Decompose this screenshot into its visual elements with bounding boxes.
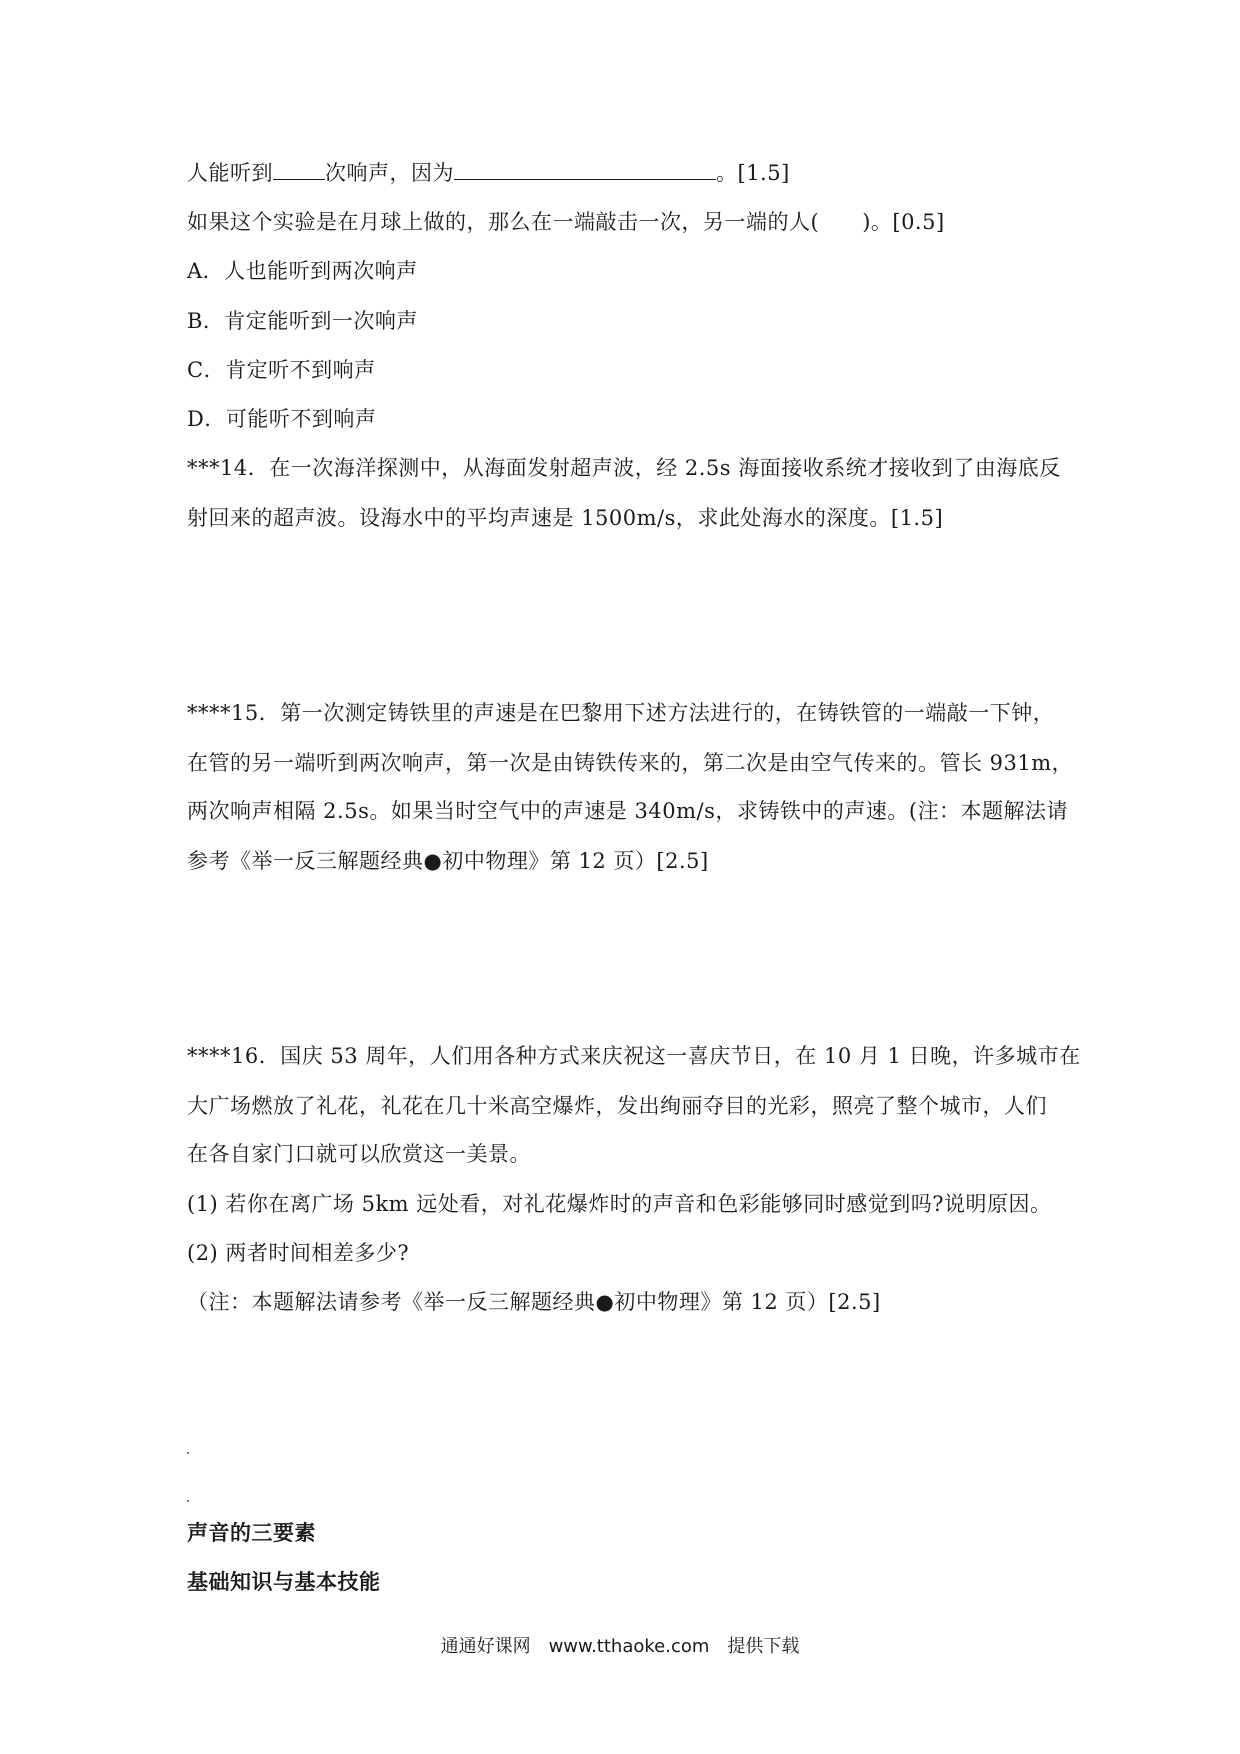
q15-line4: 参考《举一反三解题经典●初中物理》第 12 页）[2.5] [187, 849, 709, 873]
q13-line1 [187, 157, 790, 188]
option-a: A．人也能听到两次响声 [187, 259, 418, 283]
q15-line1: ****15．第一次测定铸铁里的声速是在巴黎用下述方法进行的，在铸铁管的一端敲一下钟， [187, 701, 1055, 725]
option-b: B．肯定能听到一次响声 [187, 309, 418, 333]
option-d: D．可能听不到响声 [187, 407, 377, 431]
q13-line1-end: 。[1.5] [716, 161, 790, 185]
section-subtitle: 基础知识与基本技能 [187, 1569, 381, 1594]
q15-line3: 两次响声相隔 2.5s。如果当时空气中的声速是 340m/s，求铸铁中的声速。(注：本题解法请 [187, 799, 1069, 823]
q13-line2: 如果这个实验是在月球上做的，那么在一端敲击一次，另一端的人( )。[0.5] [187, 210, 945, 234]
stray-mark-2 [187, 1500, 189, 1502]
q16-line3: 在各自家门口就可以欣赏这一美景。 [187, 1142, 531, 1166]
q14-line2: 射回来的超声波。设海水中的平均声速是 1500m/s，求此处海水的深度。[1.5] [187, 506, 944, 530]
q16-line4: (1) 若你在离广场 5km 远处看，对礼花爆炸时的声音和色彩能够同时感觉到吗?说明原因。 [187, 1192, 1052, 1216]
q13-line1-start: 人能听到 [187, 161, 273, 185]
q16-line2: 大广场燃放了礼花，礼花在几十米高空爆炸，发出绚丽夺目的光彩，照亮了整个城市，人们 [187, 1094, 1047, 1118]
q16-line1: ****16．国庆 53 周年，人们用各种方式来庆祝这一喜庆节日，在 10 月 1 日晚，许多城市在 [187, 1044, 1081, 1068]
q14-line1: ***14．在一次海洋探测中，从海面发射超声波，经 2.5s 海面接收系统才接收到了由海底反 [187, 456, 1061, 480]
stray-mark-1 [187, 1452, 189, 1454]
answer-blank-reason[interactable] [454, 157, 716, 180]
page-footer: 通通好课网 www.tthaoke.com 提供下载 [440, 1636, 800, 1657]
answer-blank-count[interactable] [273, 157, 325, 180]
section-title: 声音的三要素 [187, 1520, 316, 1545]
q16-line6: （注：本题解法请参考《举一反三解题经典●初中物理》第 12 页）[2.5] [187, 1290, 881, 1314]
option-c: C．肯定听不到响声 [187, 358, 376, 382]
q16-line5: (2) 两者时间相差多少? [187, 1241, 410, 1265]
q13-line1-middle: 次响声，因为 [325, 161, 454, 185]
q15-line2: 在管的另一端听到两次响声，第一次是由铸铁传来的，第二次是由空气传来的。管长 931m， [187, 751, 1074, 775]
